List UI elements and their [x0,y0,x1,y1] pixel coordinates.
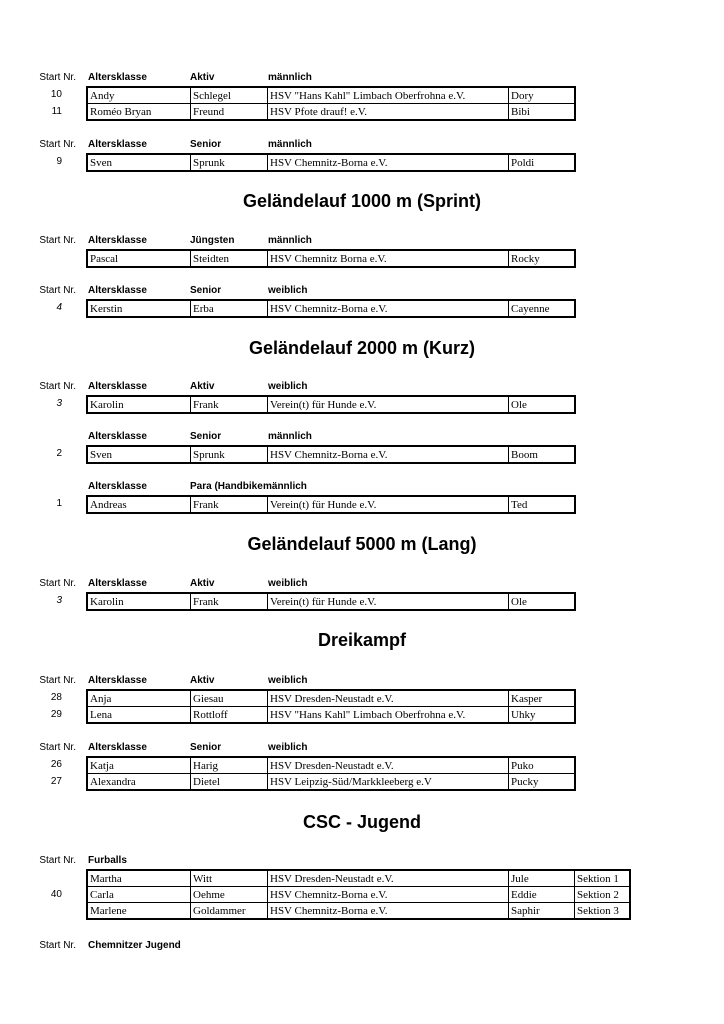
team-label: Furballs [88,855,127,866]
start-number: 1 [56,498,62,509]
geschlecht-label: männlich [268,235,312,246]
nachname-cell: Oehme [191,887,268,903]
kategorie-label: Para (Handbike [190,481,263,492]
start-number: 3 [56,398,62,409]
kategorie-label: Jüngsten [190,235,235,246]
group-header [0,940,724,954]
nachname-cell: Frank [191,593,268,610]
verein-cell: HSV Dresden-Neustadt e.V. [268,690,509,707]
nachname-cell: Frank [191,496,268,513]
altersklasse-label: Altersklasse [88,578,147,589]
section-title: CSC - Jugend [302,812,421,832]
hund-cell: Cayenne [509,300,576,317]
vorname-cell: Alexandra [87,774,191,791]
hund-cell: Rocky [509,250,576,267]
verein-cell: HSV Dresden-Neustadt e.V. [268,757,509,774]
vorname-cell: Anja [87,690,191,707]
group-para-maennlich [0,481,724,511]
kategorie-label: Senior [190,742,222,753]
table-row [87,446,575,463]
participants-table [86,86,576,121]
hund-cell: Jule [509,870,575,887]
participants-table [86,756,576,791]
geschlecht-label: männlich [268,72,312,83]
hund-cell: Saphir [509,903,575,920]
verein-cell: HSV Chemnitz Borna e.V. [268,250,509,267]
table-row [87,690,575,707]
kategorie-label: Senior [190,431,222,442]
vorname-cell: Andy [87,87,191,104]
group-header [0,72,724,86]
geschlecht-label: weiblich [268,742,308,753]
kategorie-label: Aktiv [190,578,215,589]
verein-cell: HSV Chemnitz-Borna e.V. [268,446,509,463]
team-label: Chemnitzer Jugend [88,940,181,951]
group-chemnitzer-jugend [0,940,724,954]
hund-cell: Bibi [509,104,576,121]
start-number: 28 [50,692,62,703]
vorname-cell: Pascal [87,250,191,267]
group-senior-maennlich [0,139,724,169]
table-row [87,593,575,610]
group-dreikampf-senior [0,742,724,788]
geschlecht-label: männlich [263,481,307,492]
sektion-cell: Sektion 1 [575,870,631,887]
start-numbers [0,86,62,120]
start-number: 10 [50,89,62,100]
start-number: 4 [56,302,62,313]
group-header [0,481,724,495]
verein-cell: HSV Pfote drauf! e.V. [268,104,509,121]
group-aktiv-weiblich-lang [0,578,724,608]
table-row [87,87,575,104]
start-number: 40 [50,889,62,900]
hund-cell: Uhky [509,707,576,724]
start-number: 3 [56,595,62,606]
hund-cell: Ole [509,396,576,413]
hund-cell: Poldi [509,154,576,171]
geschlecht-label: weiblich [268,381,308,392]
start-numbers [0,395,62,412]
geschlecht-label: männlich [268,139,312,150]
start-nr-label: Start Nr. [39,578,76,589]
verein-cell: Verein(t) für Hunde e.V. [268,396,509,413]
table-row [87,774,575,791]
vorname-cell: Karolin [87,396,191,413]
section-title: Dreikampf [317,630,407,650]
kategorie-label: Senior [190,285,222,296]
start-nr-label: Start Nr. [39,940,76,951]
nachname-cell: Freund [191,104,268,121]
altersklasse-label: Altersklasse [88,72,147,83]
verein-cell: HSV Chemnitz-Borna e.V. [268,903,509,920]
table-row [87,250,575,267]
start-nr-label: Start Nr. [39,675,76,686]
hund-cell: Pucky [509,774,576,791]
start-numbers [0,756,62,790]
altersklasse-label: Altersklasse [88,381,147,392]
start-nr-label: Start Nr. [39,285,76,296]
group-header [0,381,724,395]
participants-table [86,689,576,724]
nachname-cell: Witt [191,870,268,887]
participants-table [86,495,576,514]
group-header [0,742,724,756]
group-juengsten-maennlich [0,235,724,265]
altersklasse-label: Altersklasse [88,431,147,442]
start-numbers [0,495,62,512]
hund-cell: Eddie [509,887,575,903]
geschlecht-label: weiblich [268,675,308,686]
kategorie-label: Senior [190,139,222,150]
altersklasse-label: Altersklasse [88,675,147,686]
start-numbers [0,445,62,462]
start-nr-label: Start Nr. [39,72,76,83]
start-numbers [0,592,62,609]
start-nr-label: Start Nr. [39,381,76,392]
vorname-cell: Lena [87,707,191,724]
participants-table [86,153,576,172]
nachname-cell: Goldammer [191,903,268,920]
vorname-cell: Carla [87,887,191,903]
start-number: 2 [56,448,62,459]
vorname-cell: Katja [87,757,191,774]
start-nr-label: Start Nr. [39,855,76,866]
vorname-cell: Sven [87,154,191,171]
vorname-cell: Sven [87,446,191,463]
table-row [87,300,575,317]
nachname-cell: Harig [191,757,268,774]
altersklasse-label: Altersklasse [88,285,147,296]
start-nr-label: Start Nr. [39,235,76,246]
vorname-cell: Andreas [87,496,191,513]
verein-cell: HSV Chemnitz-Borna e.V. [268,887,509,903]
participants-table [86,445,576,464]
hund-cell: Kasper [509,690,576,707]
verein-cell: HSV Chemnitz-Borna e.V. [268,300,509,317]
kategorie-label: Aktiv [190,675,215,686]
group-senior-weiblich [0,285,724,315]
start-number: 26 [50,759,62,770]
vorname-cell: Martha [87,870,191,887]
hund-cell: Dory [509,87,576,104]
vorname-cell: Roméo Bryan [87,104,191,121]
table-row [87,903,630,920]
geschlecht-label: weiblich [268,285,308,296]
participants-table [86,592,576,611]
vorname-cell: Kerstin [87,300,191,317]
vorname-cell: Marlene [87,903,191,920]
group-header [0,675,724,689]
start-numbers [0,689,62,723]
hund-cell: Ted [509,496,576,513]
kategorie-label: Aktiv [190,381,215,392]
nachname-cell: Sprunk [191,446,268,463]
group-header [0,431,724,445]
group-aktiv-weiblich [0,381,724,411]
nachname-cell: Rottloff [191,707,268,724]
group-header [0,285,724,299]
altersklasse-label: Altersklasse [88,481,147,492]
sektion-cell: Sektion 2 [575,887,631,903]
table-row [87,757,575,774]
table-row [87,870,630,887]
verein-cell: HSV Leipzig-Süd/Markkleeberg e.V [268,774,509,791]
group-header [0,855,724,869]
verein-cell: Verein(t) für Hunde e.V. [268,593,509,610]
section-title: Geländelauf 5000 m (Lang) [247,534,477,554]
geschlecht-label: weiblich [268,578,308,589]
start-number: 27 [50,776,62,787]
table-row [87,887,630,903]
start-number: 29 [50,709,62,720]
participants-table [86,869,631,920]
participants-table [86,395,576,414]
group-dreikampf-aktiv [0,675,724,721]
nachname-cell: Sprunk [191,154,268,171]
group-furballs [0,855,724,917]
group-aktiv-maennlich [0,72,724,118]
altersklasse-label: Altersklasse [88,742,147,753]
nachname-cell: Giesau [191,690,268,707]
start-number: 9 [56,156,62,167]
start-nr-label: Start Nr. [39,742,76,753]
start-numbers [0,869,62,903]
hund-cell: Boom [509,446,576,463]
participants-table [86,249,576,268]
table-row [87,104,575,121]
section-title: Geländelauf 2000 m (Kurz) [248,338,476,358]
sektion-cell: Sektion 3 [575,903,631,920]
participants-table [86,299,576,318]
start-numbers [0,153,62,170]
nachname-cell: Dietel [191,774,268,791]
table-row [87,496,575,513]
verein-cell: HSV Dresden-Neustadt e.V. [268,870,509,887]
group-header [0,235,724,249]
start-number: 11 [51,106,62,117]
table-row [87,396,575,413]
group-header [0,139,724,153]
verein-cell: HSV "Hans Kahl" Limbach Oberfrohna e.V. [268,87,509,104]
altersklasse-label: Altersklasse [88,235,147,246]
verein-cell: Verein(t) für Hunde e.V. [268,496,509,513]
start-numbers [0,299,62,316]
start-nr-label: Start Nr. [39,139,76,150]
nachname-cell: Steidten [191,250,268,267]
hund-cell: Ole [509,593,576,610]
verein-cell: HSV Chemnitz-Borna e.V. [268,154,509,171]
altersklasse-label: Altersklasse [88,139,147,150]
geschlecht-label: männlich [268,431,312,442]
group-header [0,578,724,592]
table-row [87,707,575,724]
nachname-cell: Schlegel [191,87,268,104]
hund-cell: Puko [509,757,576,774]
verein-cell: HSV "Hans Kahl" Limbach Oberfrohna e.V. [268,707,509,724]
nachname-cell: Erba [191,300,268,317]
section-title: Geländelauf 1000 m (Sprint) [242,191,482,211]
kategorie-label: Aktiv [190,72,215,83]
vorname-cell: Karolin [87,593,191,610]
group-senior-maennlich-2 [0,431,724,461]
nachname-cell: Frank [191,396,268,413]
table-row [87,154,575,171]
